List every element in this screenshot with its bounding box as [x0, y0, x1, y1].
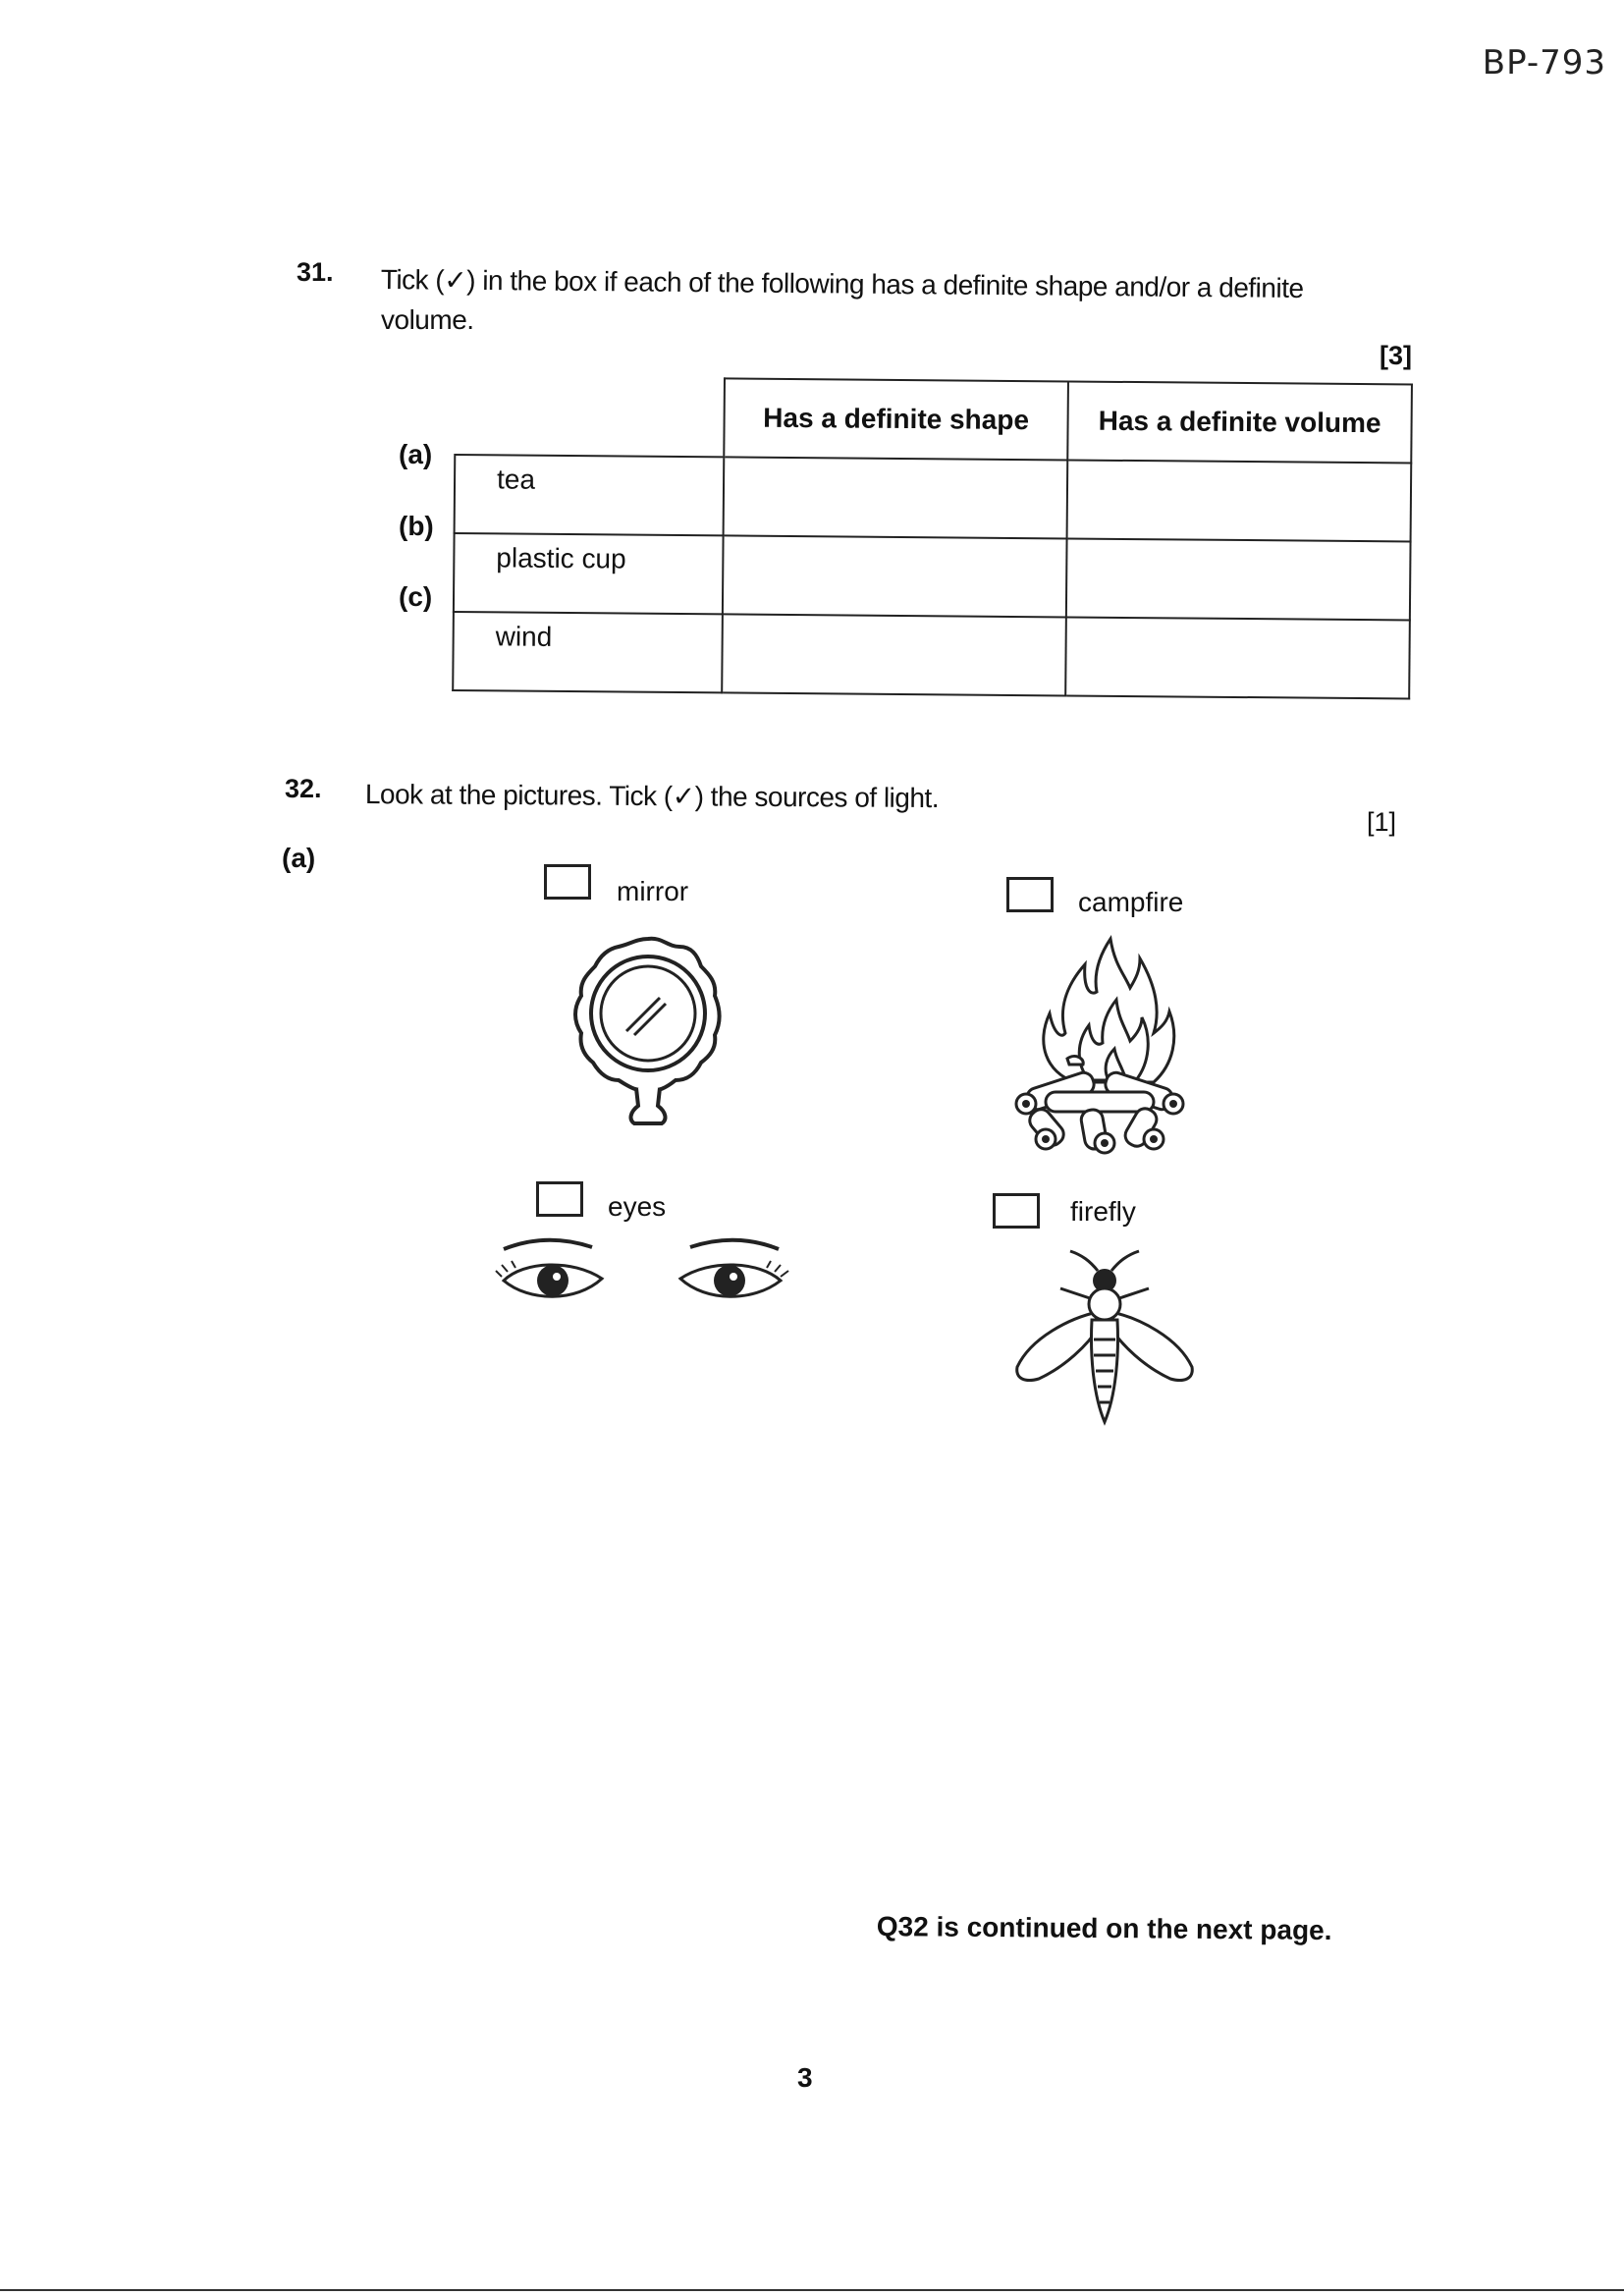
header-definite-shape: Has a definite shape	[724, 378, 1068, 460]
checkbox-eyes[interactable]	[536, 1181, 583, 1217]
tick-cell-wind-volume[interactable]	[1065, 617, 1410, 698]
tick-cell-plastic-cup-volume[interactable]	[1066, 538, 1411, 620]
table-row	[455, 455, 1412, 541]
q31-number: 31.	[297, 257, 334, 287]
tick-cell-plastic-cup-shape[interactable]	[723, 535, 1067, 617]
tick-cell-tea-shape[interactable]	[724, 457, 1068, 538]
table-row	[453, 612, 1410, 698]
label-firefly: firefly	[1070, 1196, 1136, 1227]
eyes-icon	[494, 1237, 798, 1321]
q31-text-line1: Tick (✓) in the box if each of the following has a definite shape and/or a definite	[380, 263, 1304, 304]
header-definite-volume: Has a definite volume	[1067, 381, 1412, 463]
q32-text: Look at the pictures. Tick (✓) the sources of light.	[364, 779, 940, 814]
label-mirror: mirror	[617, 876, 689, 906]
tick-cell-tea-volume[interactable]	[1067, 460, 1412, 541]
q32-number: 32.	[285, 774, 322, 803]
continued-note: Q32 is continued on the next page.	[876, 1911, 1332, 1946]
document-code: BP-793	[1482, 43, 1606, 82]
q31-marks: [3]	[1380, 341, 1412, 370]
page-bottom-rule	[0, 2289, 1624, 2291]
tick-cell-wind-shape[interactable]	[722, 614, 1066, 695]
q31-table	[452, 375, 1413, 700]
item-plastic-cup: plastic cup	[454, 533, 724, 614]
item-wind: wind	[453, 612, 723, 692]
row-label-a: (a)	[399, 439, 433, 469]
table-row	[454, 533, 1411, 620]
checkbox-mirror[interactable]	[544, 864, 591, 900]
q31-text-line2: volume.	[381, 304, 474, 335]
table-corner	[455, 376, 725, 457]
hand-mirror-icon	[560, 933, 736, 1134]
checkbox-firefly[interactable]	[993, 1193, 1040, 1229]
page-number: 3	[797, 2062, 813, 2093]
row-label-b: (b)	[399, 511, 434, 541]
campfire-icon	[1006, 935, 1193, 1156]
item-tea: tea	[455, 455, 725, 535]
q32-part-a: (a)	[282, 843, 316, 873]
label-eyes: eyes	[608, 1191, 667, 1222]
q32-marks: [1]	[1367, 807, 1397, 837]
label-campfire: campfire	[1078, 887, 1184, 917]
row-label-c: (c)	[399, 581, 433, 612]
firefly-icon	[1011, 1249, 1198, 1431]
checkbox-campfire[interactable]	[1006, 877, 1054, 912]
